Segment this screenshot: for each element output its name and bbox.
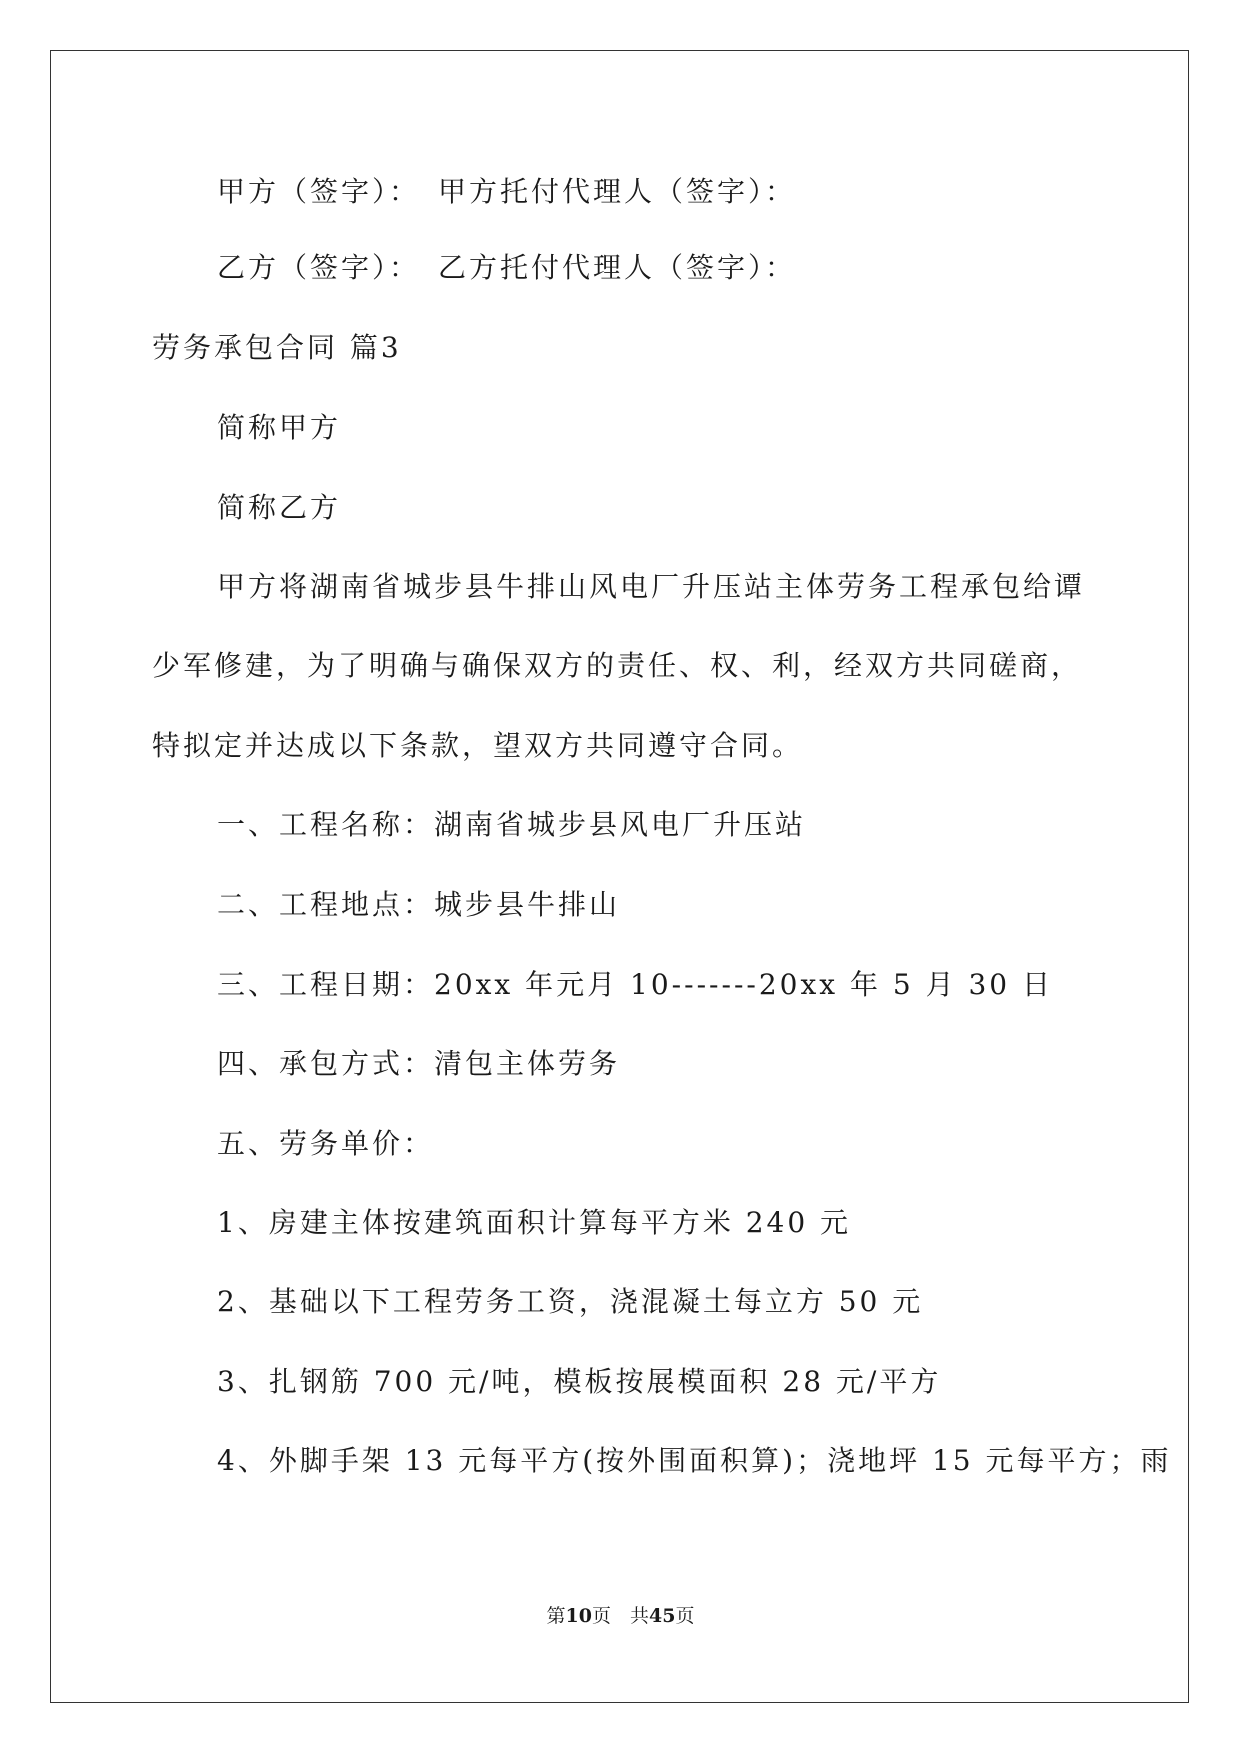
signature-line-party-b	[217, 248, 796, 288]
signature-line-party-a	[217, 172, 796, 212]
short-name-party-b: 简称乙方	[217, 491, 342, 524]
party-b-sign-label: 乙方（签字）：	[217, 251, 421, 284]
clause-project-dates: 三、工程日期：20xx 年元月 10-------20xx 年 5 月 30 日	[217, 968, 1054, 1001]
footer-prefix: 第	[546, 1605, 566, 1627]
price-item-4: 4、外脚手架 13 元每平方(按外围面积算)；浇地坪 15 元每平方；雨	[217, 1444, 1172, 1477]
footer-total-pages: 45	[649, 1605, 676, 1627]
page-footer	[0, 1601, 1241, 1628]
intro-line-3: 特拟定并达成以下条款，望双方共同遵守合同。	[152, 729, 804, 762]
footer-middle: 页 共	[591, 1605, 649, 1627]
clause-unit-price-heading: 五、劳务单价：	[217, 1127, 435, 1160]
clause-contract-method: 四、承包方式：清包主体劳务	[217, 1047, 621, 1080]
party-b-agent-sign-label: 乙方托付代理人（签字）：	[438, 251, 797, 284]
footer-suffix: 页	[675, 1605, 695, 1627]
price-item-3: 3、扎钢筋 700 元/吨，模板按展模面积 28 元/平方	[217, 1365, 942, 1398]
intro-line-1: 甲方将湖南省城步县牛排山风电厂升压站主体劳务工程承包给谭	[217, 570, 1086, 603]
short-name-party-a: 简称甲方	[217, 411, 342, 444]
intro-line-2: 少军修建，为了明确与确保双方的责任、权、利，经双方共同磋商，	[152, 649, 1083, 682]
party-a-agent-sign-label: 甲方托付代理人（签字）：	[438, 175, 797, 208]
party-a-sign-label: 甲方（签字）：	[217, 175, 421, 208]
section-heading: 劳务承包合同 篇3	[152, 331, 402, 364]
price-item-2: 2、基础以下工程劳务工资，浇混凝土每立方 50 元	[217, 1285, 924, 1318]
clause-project-location: 二、工程地点：城步县牛排山	[217, 888, 621, 921]
footer-page-number: 10	[565, 1605, 592, 1627]
clause-project-name: 一、工程名称：湖南省城步县风电厂升压站	[217, 808, 807, 841]
price-item-1: 1、房建主体按建筑面积计算每平方米 240 元	[217, 1206, 852, 1239]
